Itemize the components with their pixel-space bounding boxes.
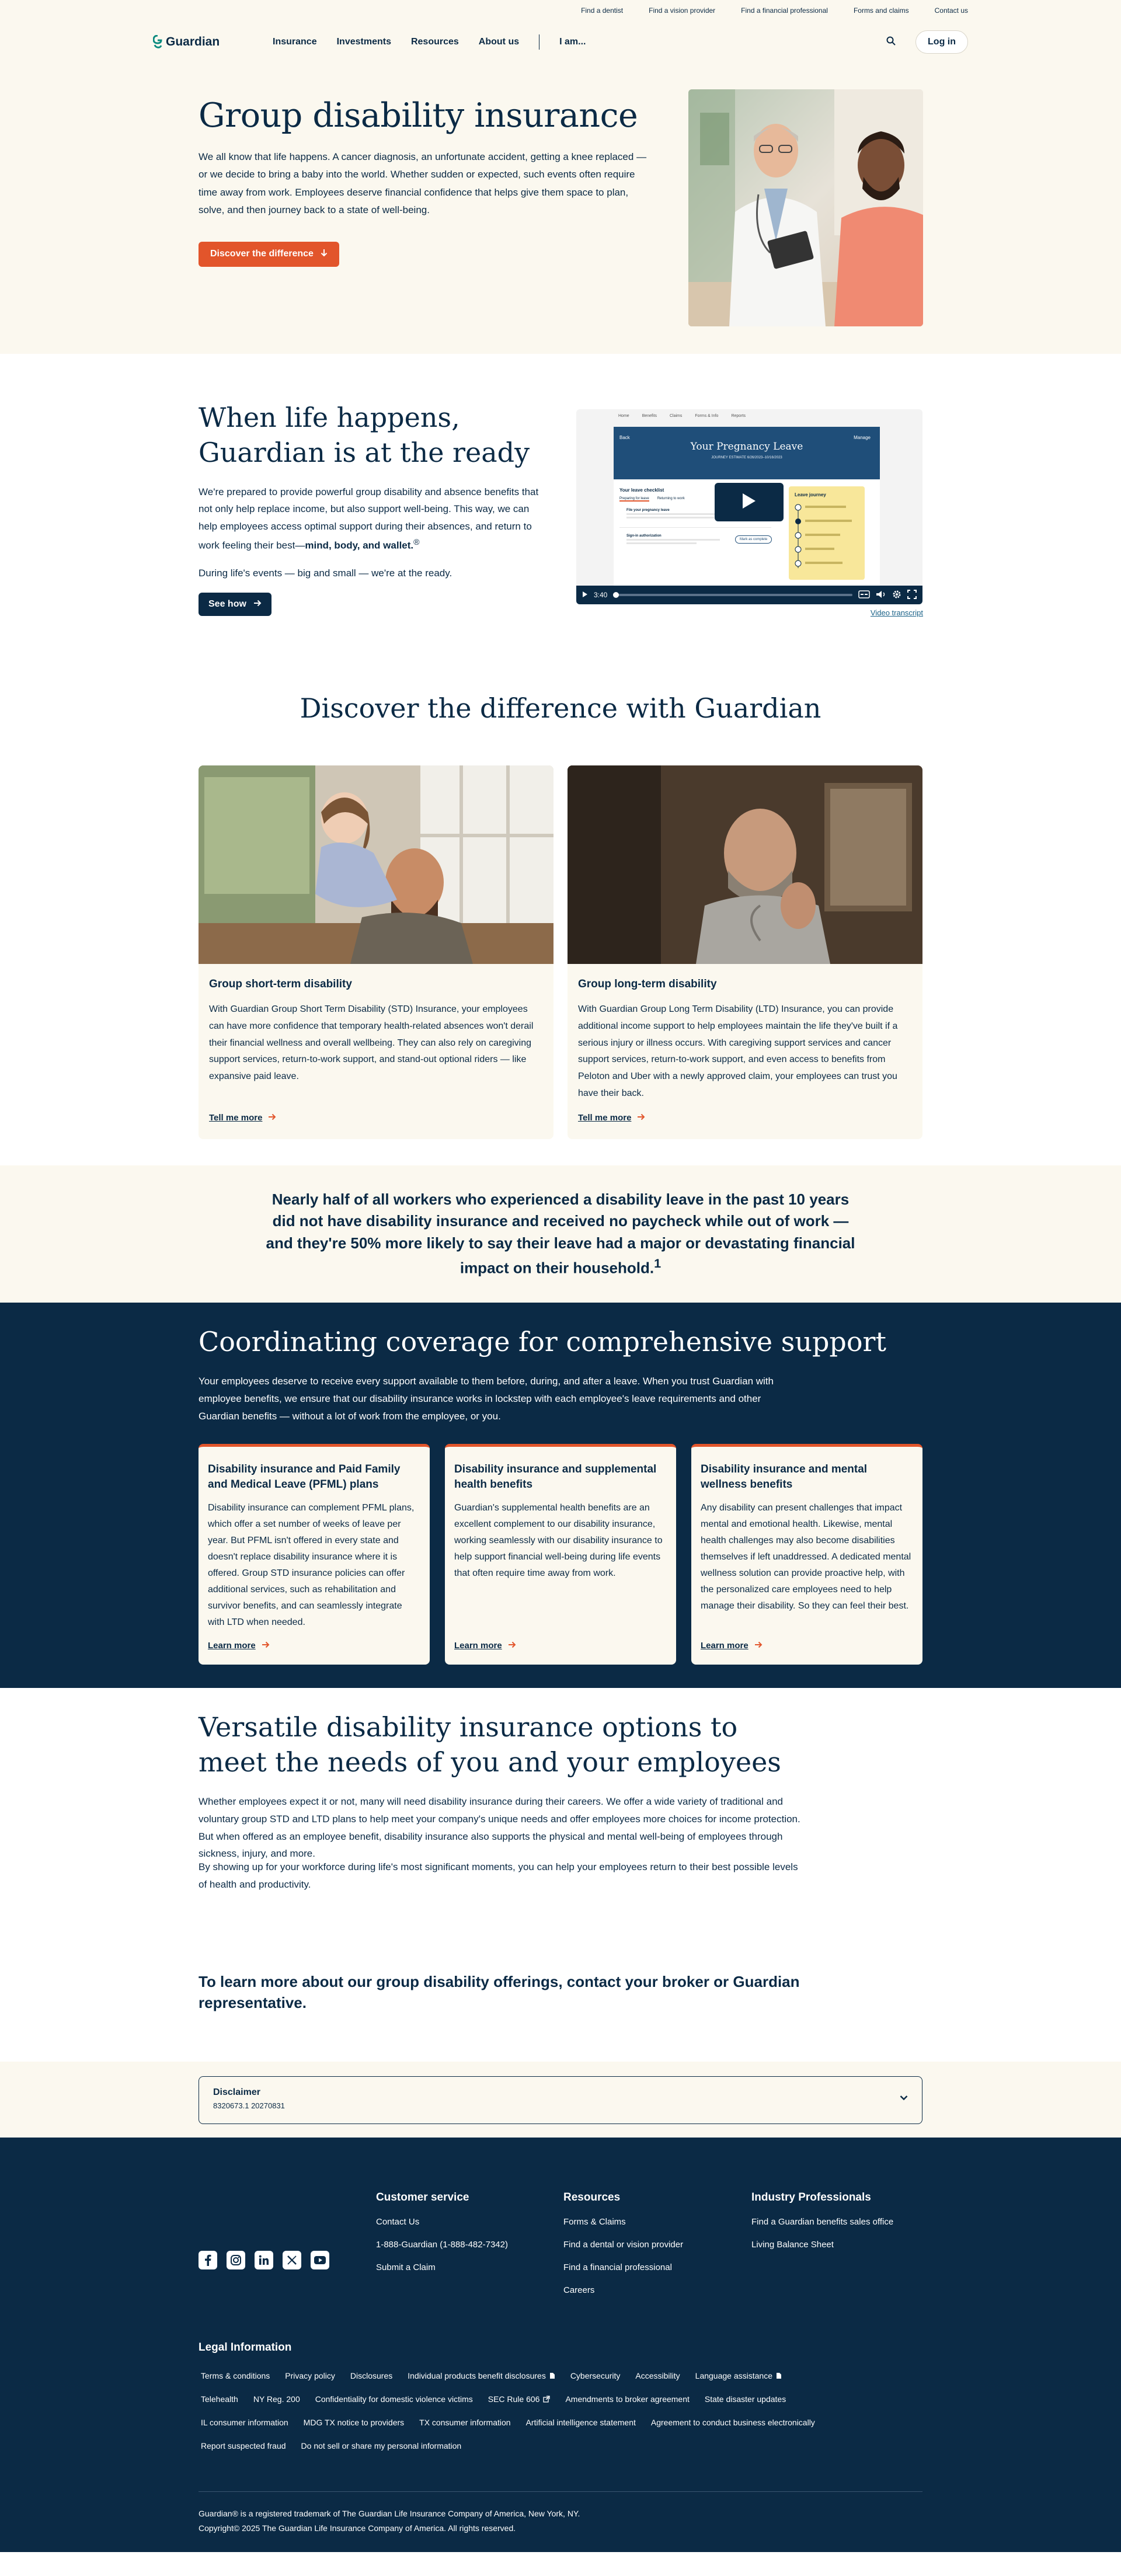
legal-row: [201, 2418, 925, 2427]
youtube-icon[interactable]: [311, 2251, 329, 2269]
volume-icon[interactable]: [876, 590, 886, 600]
card-supplemental-title: Disability insurance and supplemental health benefits: [454, 1463, 657, 1491]
card-pfml: [199, 1444, 430, 1665]
video-app-back: Back: [619, 435, 630, 440]
stat-text-body: Nearly half of all workers who experienced a disability leave in the past 10 years did not have disability insurance and received no paycheck while out of work — and they're 50% more likely to say their leave had a major or devastating financial impact on their household.: [266, 1190, 855, 1277]
x-icon[interactable]: [283, 2251, 301, 2269]
legal-link-label: Individual products benefit disclosures: [408, 2371, 546, 2380]
discover-button-label: Discover the difference: [210, 249, 314, 259]
legal-link[interactable]: Report suspected fraud: [201, 2441, 286, 2450]
util-link-contact[interactable]: Contact us: [934, 6, 968, 15]
legal-row: [201, 2394, 925, 2404]
video-time: 3:40: [594, 591, 608, 599]
legal-link[interactable]: TX consumer information: [419, 2418, 511, 2427]
video-app-tab: Forms & Info: [695, 414, 719, 418]
video-transcript-link[interactable]: Video transcript: [870, 608, 923, 617]
stat-footnote: 1: [654, 1256, 662, 1271]
card-short-term: [199, 765, 553, 1139]
learn-more-label: Learn more: [454, 1641, 502, 1651]
video-app-task: File your pregnancy leave: [626, 509, 670, 512]
arrow-right-icon: [253, 599, 262, 610]
card-supplemental: [445, 1444, 676, 1665]
legal-link-with-doc[interactable]: [408, 2371, 555, 2380]
learn-more-mental-link[interactable]: [701, 1641, 763, 1651]
login-button[interactable]: Log in: [915, 30, 968, 54]
hero-text: [199, 97, 648, 267]
fullscreen-icon[interactable]: [907, 590, 917, 601]
legal-link[interactable]: Privacy policy: [285, 2371, 335, 2380]
learn-more-pfml-link[interactable]: [208, 1641, 270, 1651]
nav-resources[interactable]: Resources: [410, 37, 459, 47]
video-app-journey-title: Leave journey: [795, 492, 826, 497]
copyright: [199, 2507, 580, 2535]
card-supplemental-text: Guardian's supplemental health benefits are an excellent complement to our disability insurance, working seamlessly with our disability insurance to help support financial well-being during life events that often require time away from work.: [454, 1503, 663, 1579]
chevron-down-icon: [900, 2093, 908, 2104]
tell-me-more-label: Tell me more: [578, 1113, 632, 1123]
instagram-icon[interactable]: [227, 2251, 245, 2269]
video-player[interactable]: [576, 409, 922, 604]
footer-col-industry: [751, 2191, 893, 2262]
tell-me-more-label: Tell me more: [209, 1113, 263, 1123]
legal-row: [201, 2371, 925, 2380]
video-app-checklist: Your leave checklist: [619, 488, 664, 493]
coordinating-section: [0, 1303, 1121, 1688]
video-app-tab: Benefits: [642, 414, 657, 418]
video-app-manage: Manage: [854, 435, 871, 440]
card-long-term-title: Group long-term disability: [578, 978, 717, 990]
learn-more-label: Learn more: [701, 1641, 749, 1651]
legal-link-label: SEC Rule 606: [488, 2394, 540, 2404]
card-long-term: [568, 765, 922, 1139]
footer-col-customer-service: [376, 2191, 508, 2285]
footer-col-resources: [563, 2191, 683, 2308]
hero-section: [0, 63, 1121, 354]
video-app-task-line: [626, 517, 714, 518]
learn-more-supplemental-link[interactable]: [454, 1641, 516, 1651]
video-progress-bar[interactable]: [613, 594, 852, 596]
see-how-label: See how: [208, 599, 246, 609]
legal-link[interactable]: Terms & conditions: [201, 2371, 270, 2380]
nav-investments[interactable]: Investments: [336, 37, 391, 47]
footer-link-forms-claims[interactable]: Forms & Claims: [563, 2217, 626, 2227]
legal-link[interactable]: Do not sell or share my personal information: [301, 2441, 462, 2450]
legal-link-label: Language assistance: [695, 2371, 772, 2380]
primary-nav: [273, 34, 586, 50]
arrow-right-icon: [508, 1641, 516, 1651]
legal-link[interactable]: Accessibility: [635, 2371, 680, 2380]
nav-insurance[interactable]: Insurance: [273, 37, 317, 47]
legal-link[interactable]: Confidentiality for domestic violence victims: [315, 2394, 473, 2404]
nav-about-us[interactable]: About us: [478, 37, 520, 47]
video-app-task-line: [626, 542, 697, 544]
image-father-daughter: [199, 765, 553, 964]
video-app-tab: Claims: [669, 414, 683, 418]
ready-line2: During life's events — big and small — we're at the ready.: [199, 568, 452, 579]
guardian-logo-icon: [153, 35, 162, 49]
video-app-tabs: [618, 414, 746, 418]
video-app-mark-complete: Mark as complete: [735, 535, 772, 544]
settings-gear-icon[interactable]: [892, 590, 901, 601]
search-icon[interactable]: [886, 36, 896, 48]
page-title: Group disability insurance: [199, 96, 638, 135]
legal-link[interactable]: Amendments to broker agreement: [565, 2394, 690, 2404]
disclaimer-title: Disclaimer: [213, 2087, 260, 2097]
video-app-header: [614, 427, 880, 479]
video-app-divider: [619, 527, 771, 528]
brand-name: Guardian: [166, 35, 220, 48]
ready-body: [199, 483, 543, 555]
disclaimer-section: [0, 2062, 1121, 2138]
disclaimer-accordion[interactable]: [199, 2076, 922, 2124]
footer-link-careers[interactable]: Careers: [563, 2285, 595, 2295]
legal-title: Legal Information: [199, 2341, 292, 2354]
card-long-term-text: With Guardian Group Long Term Disability (LTD) Insurance, you can provide additional income support to help employees maintain the life they've built if a serious injury or illness occurs. With caregiving support services and cancer support services, return-to-work support, and even access to benefits from Peloton and Uber with a newly approved claim, your employees can trust you have their back.: [578, 1004, 898, 1098]
arrow-right-icon: [637, 1113, 645, 1123]
video-controls: [576, 586, 922, 604]
legal-link[interactable]: IL consumer information: [201, 2418, 288, 2427]
legal-link[interactable]: Cybersecurity: [570, 2371, 621, 2380]
arrow-right-icon: [268, 1113, 276, 1123]
external-link-icon: [543, 2396, 550, 2403]
hero-body: We all know that life happens. A cancer diagnosis, an unfortunate accident, getting a knee replaced — or we decide to bring a baby into the world. Whether sudden or expected, such events often require time away from work. Employees deserve financial confidence that helps give them space to plan, solve, and then journey back to a state of well-being.: [199, 151, 647, 216]
copyright-line: Copyright© 2025 The Guardian Life Insurance Company of America. All rights reserved.: [199, 2523, 516, 2533]
ready-body-bold: mind, body, and wallet.: [305, 539, 414, 551]
document-icon: [549, 2372, 555, 2379]
footer-divider: [199, 2491, 922, 2492]
footer-link-submit-claim[interactable]: Submit a Claim: [376, 2262, 436, 2272]
image-thoughtful-man: [568, 765, 922, 964]
versatile-paragraph-2: By showing up for your workforce during life's most significant moments, you can help your employees return to their best possible levels of health and productivity.: [199, 1861, 798, 1890]
facebook-icon[interactable]: [199, 2251, 217, 2269]
video-app-checklist-tabs: [619, 497, 685, 502]
discover-title: Discover the difference with Guardian: [300, 692, 821, 724]
footer-col-title: Resources: [563, 2191, 621, 2203]
utility-nav: [0, 0, 1121, 21]
play-small-icon[interactable]: [582, 591, 588, 600]
legal-row: [201, 2441, 925, 2450]
discover-button[interactable]: [199, 242, 339, 267]
footer-link-contact-us[interactable]: Contact Us: [376, 2217, 420, 2227]
legal-link[interactable]: State disaster updates: [704, 2394, 786, 2404]
ready-title: When life happens, Guardian is at the ready: [199, 402, 530, 468]
linkedin-icon[interactable]: [255, 2251, 273, 2269]
tell-me-more-ltd-link[interactable]: [578, 1113, 645, 1123]
closed-captions-icon[interactable]: [858, 590, 870, 600]
ready-body-sup: ®: [413, 537, 420, 547]
legal-link-external[interactable]: [488, 2394, 551, 2404]
util-link-forms[interactable]: Forms and claims: [853, 6, 909, 15]
legal-link[interactable]: MDG TX notice to providers: [303, 2418, 405, 2427]
social-links: [199, 2251, 329, 2269]
footer-link-sales-office[interactable]: Find a Guardian benefits sales office: [751, 2217, 894, 2227]
stat-callout: [0, 1165, 1121, 1303]
arrow-right-icon: [262, 1641, 270, 1651]
trademark-line: Guardian® is a registered trademark of The Guardian Life Insurance Company of America, New York, NY.: [199, 2509, 580, 2518]
guardian-logo[interactable]: [153, 35, 273, 49]
learn-more-label: Learn more: [208, 1641, 256, 1651]
card-short-term-text: With Guardian Group Short Term Disability (STD) Insurance, your employees can have more confidence that temporary health-related absences won't derail their financial wellness and overall wellbeing. They can also rely on caregiving support services, return-to-work support, and stand-out optional riders — like expansive paid leave.: [209, 1004, 534, 1082]
ready-section: [0, 354, 1121, 640]
arrow-right-icon: [754, 1641, 763, 1651]
card-pfml-title: Disability insurance and Paid Family and Medical Leave (PFML) plans: [208, 1463, 401, 1491]
nav-right: [886, 30, 968, 54]
arrow-down-icon: [321, 249, 328, 260]
legal-link[interactable]: Artificial intelligence statement: [525, 2418, 636, 2427]
card-mental-wellness: [691, 1444, 922, 1665]
document-icon: [776, 2372, 782, 2379]
footer-link-living-balance-sheet[interactable]: Living Balance Sheet: [751, 2240, 834, 2250]
card-long-term-body: [568, 964, 922, 1116]
footer-link-dental-vision[interactable]: Find a dental or vision provider: [563, 2240, 684, 2250]
footer-col-title: Industry Professionals: [751, 2191, 871, 2203]
card-short-term-title: Group short-term disability: [209, 978, 352, 990]
legal-link-with-doc[interactable]: [695, 2371, 782, 2380]
site-footer: [0, 2138, 1121, 2552]
legal-links: [201, 2371, 925, 2464]
legal-link[interactable]: Disclosures: [350, 2371, 393, 2380]
coordinating-title: Coordinating coverage for comprehensive support: [199, 1326, 887, 1357]
legal-link[interactable]: NY Reg. 200: [253, 2394, 300, 2404]
disclaimer-code: 8320673.1 20270831: [213, 2101, 285, 2110]
card-pfml-text: Disability insurance can complement PFML plans, which offer a set number of weeks of leave per year. But PFML isn't offered in every state and doesn't replace disability insurance where it is offered. Group STD insurance policies can offer additional services, such as rehabilitation and survivor benefits, and can seamlessly integrate with LTD when needed.: [208, 1503, 415, 1628]
card-mental-wellness-text: Any disability can present challenges that impact mental and emotional health. Likewise, mental health challenges may also become disabilities themselves if left unaddressed. A dedicated mental wellness solution can provide proactive help, with the personalized care employees need to help manage their disability. So they can feel their best.: [701, 1503, 911, 1611]
hero-image-doctor-patient: [688, 89, 923, 326]
footer-col-title: Customer service: [376, 2191, 469, 2203]
card-mental-wellness-title: Disability insurance and mental wellness benefits: [701, 1463, 868, 1491]
video-app-checklist-tab: Returning to work: [657, 497, 685, 500]
video-app-task: Sign-in authorization: [626, 534, 662, 538]
stat-text: [260, 1189, 861, 1279]
card-short-term-body: [199, 964, 553, 1099]
nav-i-am[interactable]: I am...: [559, 37, 586, 47]
versatile-title: Versatile disability insurance options to meet the needs of you and your employees: [199, 1711, 781, 1778]
ready-text: [199, 401, 543, 616]
see-how-button[interactable]: [199, 593, 271, 616]
main-nav: [0, 21, 1121, 63]
play-icon: [741, 492, 757, 513]
ready-body-text: We're prepared to provide powerful group disability and absence benefits that not only help replace income, but also support well-being. This way, we can help employees access optimal support during their absences, and return to work feeling their best—: [199, 486, 539, 551]
legal-link[interactable]: Agreement to conduct business electronically: [650, 2418, 815, 2427]
legal-link[interactable]: Telehealth: [201, 2394, 238, 2404]
footer-link-phone[interactable]: 1-888-Guardian (1-888-482-7342): [376, 2240, 508, 2250]
video-app-tab: Reports: [731, 414, 746, 418]
video-app-task-line: [626, 539, 720, 541]
discover-cards: [0, 765, 1121, 1165]
video-app-title: Your Pregnancy Leave: [690, 441, 803, 452]
util-link-vision[interactable]: Find a vision provider: [649, 6, 716, 15]
video-app-checklist-tab: Preparing for leave: [619, 497, 649, 500]
versatile-section: [0, 1688, 1121, 2062]
video-play-button[interactable]: [715, 483, 784, 521]
video-app-subtitle: JOURNEY ESTIMATE 6/26/2023–10/16/2023: [711, 456, 782, 459]
tell-me-more-std-link[interactable]: [209, 1113, 276, 1123]
util-link-financial-pro[interactable]: Find a financial professional: [741, 6, 828, 15]
footer-link-financial-pro[interactable]: Find a financial professional: [563, 2262, 672, 2272]
util-link-dentist[interactable]: Find a dentist: [581, 6, 624, 15]
video-app-tab: Home: [618, 414, 629, 418]
video-app-journey: [789, 486, 865, 580]
versatile-paragraph-1: Whether employees expect it or not, many will need disability insurance during their careers. We offer a wide variety of traditional and voluntary group STD and LTD plans to help meet your company's unique needs and offer employees more choices for income protection. But when offered as an employee benefit, disability insurance also supports the physical and mental well-being of employees through sickness, injury, and more.: [199, 1796, 800, 1860]
coordinating-cards: [199, 1444, 922, 1665]
coordinating-intro: Your employees deserve to receive every support available to them before, during, and after a leave. When you trust Guardian with employee benefits, we ensure that our disability insurance works in lockstep with each employee's leave requirements and other Guardian benefits — without a lot of work from the employee, or you.: [199, 1376, 774, 1422]
contact-broker-cta: To learn more about our group disability offerings, contact your broker or Guardian representative.: [199, 1973, 800, 2012]
